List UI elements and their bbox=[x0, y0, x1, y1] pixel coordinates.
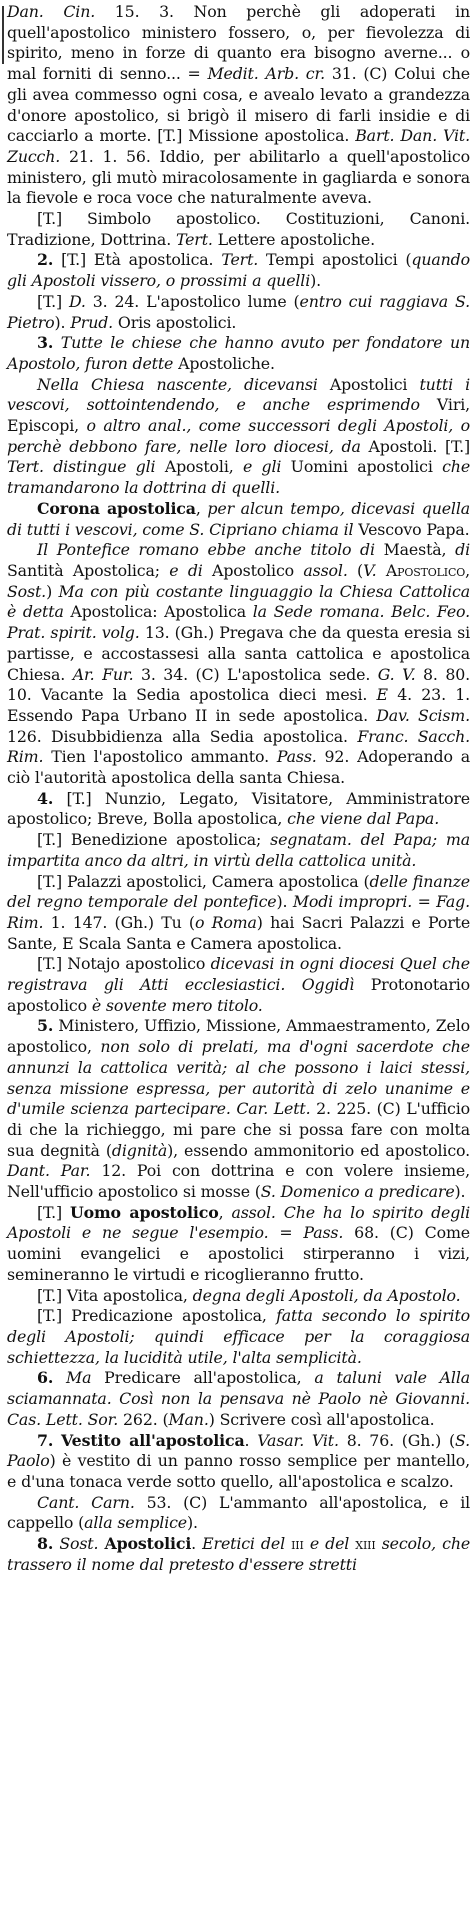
text-segment: che tramandarono la dottrina di quelli. bbox=[7, 457, 471, 498]
text-segment: ). bbox=[310, 271, 321, 291]
text-segment: ) hai Sacri Palazzi e Porte Sante, E Scala Santa e Camera apostolica. bbox=[7, 912, 471, 953]
para-9-benedizione bbox=[7, 830, 470, 871]
text-segment: Medit. Arb. cr. bbox=[207, 64, 326, 84]
para-6-corona bbox=[7, 499, 470, 540]
text-segment: e del bbox=[309, 1534, 350, 1554]
text-segment: 4. 23. 1. Essendo Papa Urbano II in sede apostolica. bbox=[7, 685, 470, 725]
text-segment: Cas. Lett. Sor. bbox=[7, 1409, 119, 1429]
text-segment: alla semplice bbox=[84, 1513, 187, 1533]
text-segment: 8. bbox=[37, 1534, 54, 1554]
text-segment: Lettere apostoliche. bbox=[212, 229, 375, 249]
text-segment: Ma con più costante linguaggio la Chiesa Cattolica è detta bbox=[7, 581, 470, 622]
para-14-vita bbox=[7, 1286, 470, 1307]
text-segment: secolo, che trassero il nome dal pretesto d'essere stretti bbox=[7, 1534, 471, 1574]
para-4-chiese bbox=[7, 333, 470, 374]
text-segment: ). bbox=[54, 312, 71, 332]
text-segment: o Roma bbox=[194, 912, 257, 932]
para-11-notajo bbox=[7, 954, 470, 1016]
text-segment: Modi impropri. bbox=[292, 892, 413, 912]
text-segment: Oris apostolici. bbox=[113, 312, 237, 332]
text-segment: . bbox=[244, 1430, 258, 1450]
text-segment: Dan. Cin. bbox=[7, 2, 96, 21]
text-segment: Pass. bbox=[303, 1223, 344, 1243]
text-segment: dignità bbox=[111, 1140, 168, 1160]
text-segment: Tempi apostolici ( bbox=[258, 250, 412, 270]
text-segment: 3. 24. L'apostolico lume ( bbox=[85, 291, 300, 311]
text-segment: la Sede romana. bbox=[252, 602, 385, 622]
text-segment: Franc. Sacch. Rim. bbox=[7, 726, 470, 767]
text-segment: D. bbox=[68, 291, 86, 311]
text-segment: Man. bbox=[168, 1409, 209, 1429]
text-segment: dicevasi in ogni diocesi Quel che registrava gli Atti ecclesiastici. Oggidì bbox=[7, 954, 470, 995]
text-segment: ) Scrivere così all'apostolica. bbox=[208, 1409, 435, 1429]
text-segment: 15. 3. Non perchè gli adoperati in quell'apostolico ministero fossero, o, per fievolezza di spirito, meno in forze di quanto era bisogno averne... o mal forniti di senno... = bbox=[7, 2, 470, 84]
para-10-palazzi bbox=[7, 872, 470, 955]
text-segment: Apostolico bbox=[385, 560, 466, 580]
text-segment: o altro anal., come successori degli Apostoli, o perchè debbono fare, nelle loro diocesi, da bbox=[7, 416, 470, 456]
text-segment: e gli bbox=[242, 457, 282, 477]
text-segment: Car. Lett. bbox=[236, 1099, 311, 1119]
text-segment: , bbox=[465, 560, 470, 580]
text-segment: 2. bbox=[37, 250, 54, 270]
para-0-intro bbox=[7, 2, 470, 209]
text-segment: , bbox=[195, 498, 208, 518]
text-segment: 3. bbox=[37, 333, 54, 353]
text-segment: ( bbox=[347, 560, 364, 580]
text-column bbox=[7, 2, 470, 1575]
para-13-uomo bbox=[7, 1203, 470, 1286]
text-segment: 68. (C) Come uomini evangelici e apostolici stirperanno i vizi, semineranno le virtudi e ricoglieranno frutto. bbox=[7, 1223, 470, 1284]
text-segment: Prud. bbox=[70, 312, 114, 332]
text-segment: Corona apostolica bbox=[37, 498, 196, 518]
text-segment: Apostolici bbox=[104, 1534, 192, 1554]
text-segment: xiii bbox=[355, 1534, 376, 1554]
text-segment: quando gli Apostoli vissero, o prossimi a quelli bbox=[7, 250, 470, 291]
text-segment: . bbox=[191, 1534, 203, 1554]
text-segment: per alcun tempo, dicevasi quella di tutti i vescovi, come S. Cipriano chiama il bbox=[7, 498, 470, 539]
text-segment: Sost. bbox=[7, 581, 47, 601]
text-segment: [T.] Notajo apostolico bbox=[37, 954, 211, 974]
text-segment: V. bbox=[363, 560, 377, 580]
text-segment: e di bbox=[169, 560, 203, 580]
text-segment: non solo di prelati, ma d'ogni sacerdote che annunzi la cattolica verità; al che possono i laici stessi, senza missione espressa, per autorità di zelo unanime e d'umile scienza partecipare. bbox=[7, 1037, 470, 1119]
text-segment: ). bbox=[454, 1182, 466, 1202]
text-segment: [T.] Nunzio, Legato, Visitatore, Amministratore apostolico; Breve, Bolla apostolica, bbox=[7, 788, 470, 829]
text-segment: 1. 147. (Gh.) Tu ( bbox=[43, 912, 195, 932]
text-segment: Apostolici bbox=[317, 374, 420, 394]
text-segment: Apostoliche. bbox=[173, 353, 275, 373]
text-segment: Dav. Scism. bbox=[376, 705, 470, 725]
text-segment: 31. (C) Colui che gli avea commesso ogni cosa, e avealo levato a grandezza d'onore apostolico, si brigò il misero di farli insidie e di cacciarlo a morte. [T.] Missione apostolica. bbox=[7, 64, 470, 146]
text-segment: a taluni vale Alla sciamannata. Così non la pensava nè Paolo nè Giovanni. bbox=[7, 1368, 470, 1409]
text-segment: Ar. Fur. bbox=[72, 664, 134, 684]
text-segment: [T.] bbox=[37, 1202, 70, 1222]
text-segment: Uomo apostolico bbox=[69, 1202, 219, 1222]
para-15-predicazione bbox=[7, 1306, 470, 1368]
text-segment: 92. Adoperando a ciò l'autorità apostolica della santa Chiesa. bbox=[7, 747, 470, 788]
text-segment: iii bbox=[291, 1534, 304, 1554]
text-segment: entro cui raggiava S. Pietro bbox=[7, 291, 470, 332]
text-segment: Apostoli. [T.] bbox=[360, 436, 470, 456]
text-segment: Maestà, bbox=[374, 540, 456, 560]
text-segment: 53. (C) L'ammanto all'apostolica, e il cappello ( bbox=[7, 1492, 470, 1533]
text-segment: E bbox=[376, 685, 388, 705]
text-segment: [T.] bbox=[37, 291, 69, 311]
text-segment: G. V. bbox=[377, 664, 416, 684]
text-segment: Ma bbox=[66, 1368, 92, 1388]
text-segment: [T.] Benedizione apostolica; bbox=[37, 830, 271, 850]
text-segment: Uomini apostolici bbox=[281, 457, 443, 477]
text-segment: assol. bbox=[303, 560, 348, 580]
text-segment: Ministero, Uffizio, Missione, Ammaestramento, Zelo apostolico, bbox=[7, 1016, 470, 1057]
text-segment: Nella Chiesa nascente, dicevansi bbox=[37, 374, 318, 394]
text-segment: che viene dal Papa. bbox=[287, 809, 440, 829]
text-segment: ) è vestito di un panno rosso semplice per mantello, e d'una tonaca verde sotto quello, all'apostolica e scalzo. bbox=[7, 1451, 470, 1491]
text-segment: 7. bbox=[37, 1430, 54, 1450]
text-segment bbox=[376, 561, 385, 580]
text-segment: Apostolico bbox=[202, 560, 304, 580]
para-3-lume bbox=[7, 292, 470, 333]
text-segment: ). bbox=[276, 892, 293, 912]
text-segment: 8. 76. (Gh.) ( bbox=[338, 1430, 456, 1450]
text-segment: degna degli Apostoli, da Apostolo. bbox=[192, 1285, 461, 1305]
text-segment: Bart. Dan. Vit. Zucch. bbox=[7, 126, 470, 166]
text-segment: di bbox=[455, 540, 470, 560]
text-segment bbox=[53, 333, 61, 352]
text-segment: ). bbox=[187, 1513, 198, 1533]
para-7-pontefice bbox=[7, 540, 470, 788]
text-segment: Belc. Feo. Prat. spirit. volg. bbox=[7, 602, 470, 643]
text-segment: Vasar. Vit. bbox=[257, 1430, 339, 1450]
text-segment: Santità Apostolica; bbox=[7, 560, 170, 580]
text-segment: Predicare all'apostolica, bbox=[91, 1368, 315, 1388]
text-segment: 21. 1. 56. Iddio, per abilitarlo a quell'apostolico ministero, gli mutò miracolosamente in gagliarda e sonora la fievole e roca voce che naturalmente aveva. bbox=[7, 146, 470, 208]
text-segment: Viri, Episcopi, bbox=[7, 395, 470, 436]
text-segment: = bbox=[268, 1223, 304, 1243]
text-segment: 126. Disubbidienza alla Sedia apostolica. bbox=[7, 726, 358, 746]
text-segment: Dant. Par. bbox=[7, 1161, 91, 1181]
text-segment: , bbox=[218, 1202, 232, 1222]
para-18-ammanto bbox=[7, 1493, 470, 1534]
para-8-nunzio bbox=[7, 789, 470, 830]
text-segment: 3. 34. (C) L'apostolica sede. bbox=[133, 664, 378, 684]
text-segment: Vescovo Papa. bbox=[353, 519, 470, 539]
text-segment: = bbox=[412, 892, 437, 912]
text-segment: 2. 225. (C) L'ufficio di che la richieggo, mi pare che si possa fare con molta sua degnità ( bbox=[7, 1099, 471, 1160]
text-segment: Sost. bbox=[59, 1534, 99, 1554]
para-19-apostolici bbox=[7, 1534, 470, 1575]
text-segment: tutti i vescovi, sottointendendo, e anche esprimendo bbox=[7, 374, 471, 415]
text-segment: Pass. bbox=[276, 747, 317, 767]
text-segment: Tutte le chiese che hanno avuto per fondatore un Apostolo, furon dette bbox=[7, 333, 470, 373]
text-segment bbox=[53, 1431, 61, 1450]
para-2-eta bbox=[7, 250, 470, 291]
text-segment: 13. (Gh.) Pregava che da questa eresia si partisse, e accostassesi alla santa cattolica e apostolica Chiesa. bbox=[7, 623, 470, 684]
text-segment: S. Domenico a predicare bbox=[260, 1182, 455, 1202]
text-segment: è sovente mero titolo. bbox=[91, 995, 263, 1015]
text-segment: [T.] Vita apostolica, bbox=[37, 1285, 193, 1305]
para-16-predicare bbox=[7, 1368, 470, 1430]
text-segment: Tert. bbox=[221, 250, 259, 270]
text-segment: [T.] Predicazione apostolica, bbox=[37, 1306, 277, 1326]
text-segment: [T.] Palazzi apostolici, Camera apostolica ( bbox=[37, 871, 370, 891]
margin-rule bbox=[2, 6, 4, 64]
text-segment: ) bbox=[46, 581, 59, 601]
text-segment: Protonotario apostolico bbox=[7, 975, 471, 1015]
text-segment: Il Pontefice romano ebbe anche titolo di bbox=[37, 540, 375, 560]
text-segment: 262. ( bbox=[118, 1409, 169, 1429]
text-segment: delle finanze del regno temporale del pontefice bbox=[7, 871, 470, 912]
text-segment: 6. bbox=[37, 1368, 54, 1388]
text-segment: fatta secondo lo spirito degli Apostoli; quindi efficace per la coraggiosa schiettezza, la lucidità utile, l'alta semplicità. bbox=[7, 1306, 471, 1367]
text-segment: 12. Poi con dottrina e con volere insieme, Nell'ufficio apostolico si mosse ( bbox=[7, 1161, 471, 1202]
text-segment: [T.] Età apostolica. bbox=[53, 250, 222, 270]
text-segment: Cant. Carn. bbox=[37, 1492, 135, 1512]
text-segment: S. Paolo bbox=[7, 1430, 470, 1471]
text-segment: Fag. Rim. bbox=[7, 892, 470, 932]
para-1-simbolo bbox=[7, 209, 470, 250]
text-segment: Vestito all'apostolica bbox=[61, 1430, 245, 1450]
text-segment: Apostolica: Apostolica bbox=[63, 602, 253, 622]
text-segment: Eretici del bbox=[202, 1534, 285, 1554]
text-segment: 5. bbox=[37, 1016, 54, 1036]
para-12-ministero bbox=[7, 1016, 470, 1202]
text-segment: 8. 80. 10. Vacante la Sedia apostolica dieci mesi. bbox=[7, 664, 470, 705]
text-segment bbox=[53, 1368, 66, 1387]
text-segment: assol. Che ha lo spirito degli Apostoli e ne segue l'esempio. bbox=[7, 1202, 471, 1243]
para-17-vestito bbox=[7, 1431, 470, 1493]
text-segment: Apostoli, bbox=[155, 457, 243, 477]
text-segment: ), essendo ammonitorio ed apostolico. bbox=[167, 1140, 470, 1160]
para-5-chiesa-nascente bbox=[7, 375, 470, 499]
text-segment: [T.] Simbolo apostolico. Costituzioni, Canoni. Tradizione, Dottrina. bbox=[7, 209, 470, 249]
text-segment: Tien l'apostolico ammanto. bbox=[43, 747, 277, 767]
text-segment: Tert. bbox=[175, 229, 213, 249]
text-segment: 4. bbox=[37, 788, 54, 808]
text-segment: segnatam. del Papa; ma impartita anco da altri, in virtù della cattolica unità. bbox=[7, 830, 471, 870]
text-segment: Tert. distingue gli bbox=[7, 457, 156, 477]
